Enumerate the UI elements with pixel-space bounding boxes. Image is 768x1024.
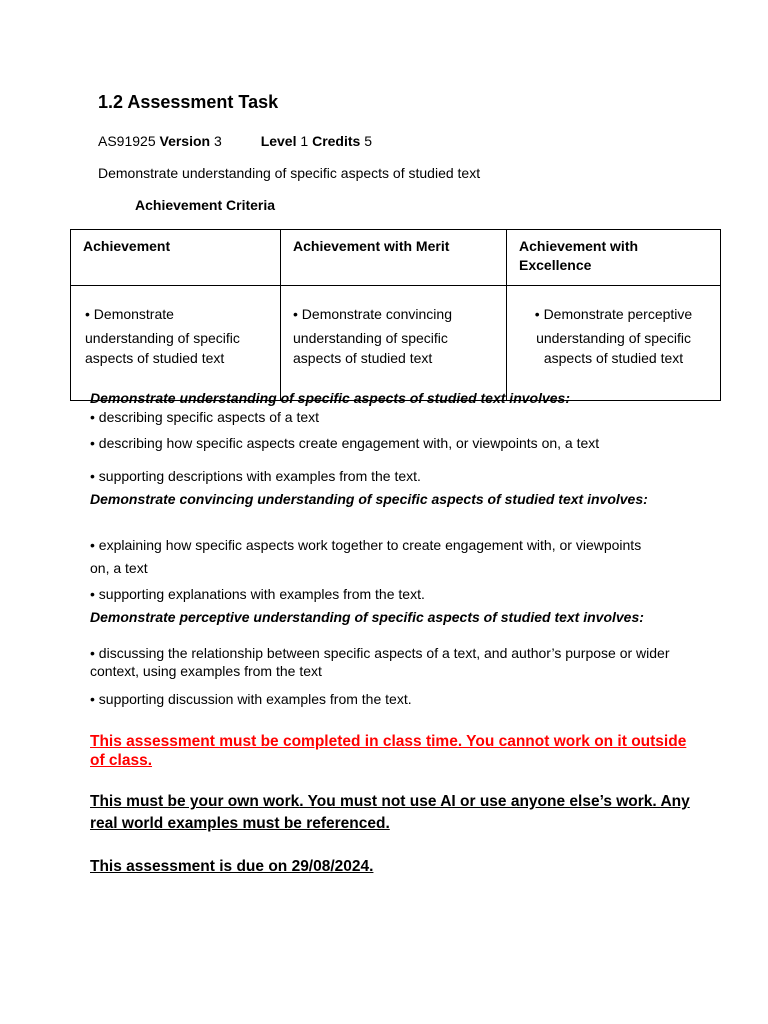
- merit-bullet-1: • explaining how specific aspects work together to create engagement with, or viewpoints on, a text: [90, 537, 642, 576]
- cell-merit-rest: understanding of specific aspects of studied text: [293, 330, 448, 366]
- cell-excellence-rest: understanding of specific aspects of studied text: [536, 330, 691, 366]
- cell-achievement-rest: understanding of specific aspects of studied text: [85, 330, 240, 366]
- achieved-bullet-3: • supporting descriptions with examples from the text.: [90, 468, 421, 484]
- criteria-header-row: [71, 230, 721, 286]
- achieved-bullet-2: • describing how specific aspects create engagement with, or viewpoints on, a text: [90, 435, 600, 451]
- class-time-notice: This assessment must be completed in class time. You cannot work on it outside of class.: [90, 733, 687, 769]
- merit-heading: Demonstrate convincing understanding of specific aspects of studied text involves:: [90, 491, 648, 507]
- level-label: Level: [260, 133, 297, 149]
- cell-excellence-first: • Demonstrate perceptive: [534, 306, 693, 322]
- standard-code: AS91925: [98, 133, 156, 149]
- cell-merit: [281, 286, 507, 401]
- achieved-heading: Demonstrate understanding of specific aspects of studied text involves:: [90, 390, 570, 406]
- own-work-notice: This must be your own work. You must not use AI or use anyone else’s work. Any real world examples must be referenced.: [90, 793, 690, 832]
- credits-label: Credits: [312, 133, 361, 149]
- criteria-table: [70, 229, 721, 401]
- cell-merit-first: • Demonstrate convincing: [293, 306, 452, 322]
- cell-excellence: [507, 286, 721, 401]
- excellence-heading: Demonstrate perceptive understanding of specific aspects of studied text involves:: [90, 609, 644, 625]
- excellence-bullet-2: • supporting discussion with examples from the text.: [90, 691, 412, 707]
- criteria-label: Achievement Criteria: [135, 197, 276, 213]
- version-label: Version: [159, 133, 211, 149]
- standard-meta: [98, 133, 372, 149]
- page-title: 1.2 Assessment Task: [98, 92, 279, 112]
- version-value: 3: [213, 133, 222, 149]
- due-date-notice: This assessment is due on 29/08/2024.: [90, 858, 374, 875]
- excellence-bullet-1: • discussing the relationship between specific aspects of a text, and author’s purpose or wider context, using examples from the text: [90, 645, 670, 679]
- standard-title: Demonstrate understanding of specific aspects of studied text: [98, 165, 481, 181]
- criteria-row: [71, 286, 721, 401]
- header-excellence: Achievement with Excellence: [507, 230, 721, 286]
- achieved-bullet-1: • describing specific aspects of a text: [90, 409, 320, 425]
- header-merit: Achievement with Merit: [281, 230, 507, 286]
- credits-value: 5: [364, 133, 372, 149]
- merit-bullet-2: • supporting explanations with examples from the text.: [90, 586, 425, 602]
- cell-achievement-first: • Demonstrate: [85, 306, 174, 322]
- cell-achievement: [71, 286, 281, 401]
- level-value: 1: [300, 133, 309, 149]
- header-achievement: Achievement: [71, 230, 281, 286]
